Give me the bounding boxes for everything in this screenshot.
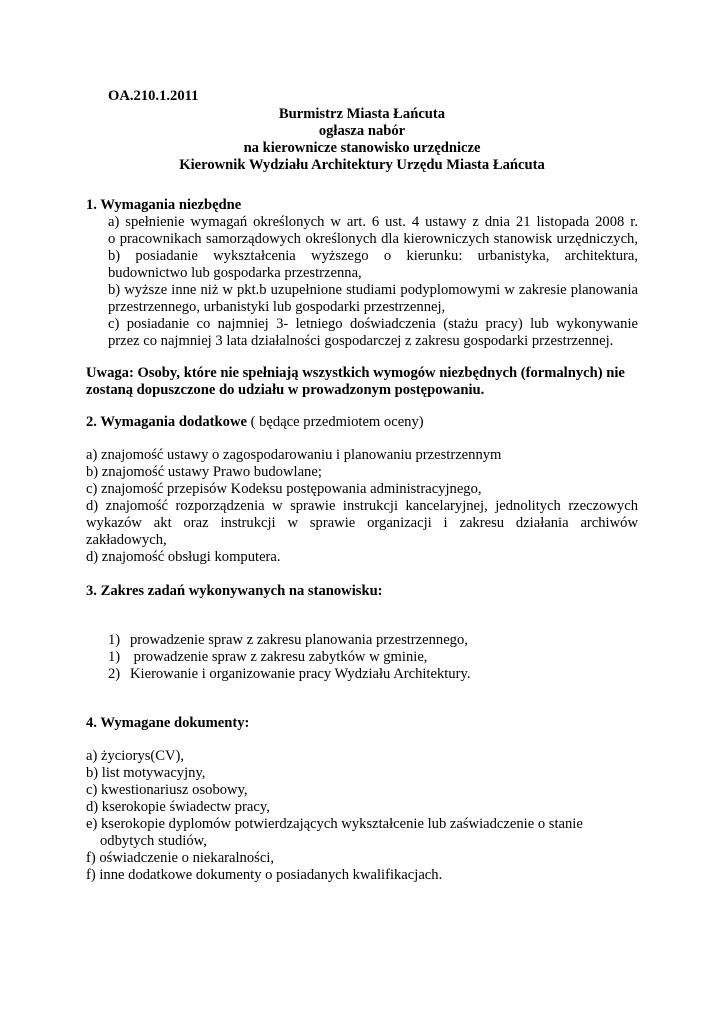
header-position-type: na kierownicze stanowisko urzędnicze <box>243 140 481 156</box>
section1-line: b) wyższe inne niż w pkt.b uzupełnione studiami podyplomowymi w zakresie planowania <box>108 282 638 298</box>
section2-heading <box>86 414 638 431</box>
list-item-number: 1) <box>108 632 121 648</box>
document-item: b) list motywacyjny, <box>86 765 206 781</box>
list-item-number: 1) <box>108 649 121 665</box>
section2-line: wykazów akt oraz instrukcji w sprawie organizacji i zakresu działania archiwów <box>86 515 638 531</box>
list-item <box>108 649 638 666</box>
section2-body <box>86 447 638 566</box>
document-item: a) życiorys(CV), <box>86 748 185 764</box>
list-item-number: 2) <box>108 666 121 682</box>
document-page <box>86 88 638 884</box>
document-item: c) kwestionariusz osobowy, <box>86 782 248 798</box>
list-item <box>108 666 638 683</box>
header-announcement: ogłasza nabór <box>318 123 406 139</box>
section4-body <box>86 748 638 884</box>
warning-note <box>86 365 638 399</box>
list-item-text: Kierowanie i organizowanie pracy Wydziału Architektury. <box>130 666 471 682</box>
section1-line: przestrzennego, urbanistyki lub gospodarki przestrzennej, <box>108 299 446 315</box>
section2-line: c) znajomość przepisów Kodeksu postępowania administracyjnego, <box>86 481 482 497</box>
section1-title: 1. Wymagania niezbędne <box>86 197 242 213</box>
section2-line: b) znajomość ustawy Prawo budowlane; <box>86 464 322 480</box>
section2-subtitle: ( będące przedmiotem oceny) <box>246 414 424 430</box>
section1-line: a) spełnienie wymagań określonych w art. 6 ust. 4 ustawy z dnia 21 listopada 2008 r. <box>108 214 638 230</box>
document-item: f) inne dodatkowe dokumenty o posiadanych kwalifikacjach. <box>86 867 443 883</box>
section2-line: a) znajomość ustawy o zagospodarowaniu i planowaniu przestrzennym <box>86 447 502 463</box>
section1-line: c) posiadanie co najmniej 3- letniego doświadczenia (stażu pracy) lub wykonywanie <box>108 316 638 332</box>
section1-body <box>108 214 638 350</box>
document-item: f) oświadczenie o niekaralności, <box>86 850 275 866</box>
list-item-text: prowadzenie spraw z zakresu planowania przestrzennego, <box>130 632 468 648</box>
section2-line: d) znajomość obsługi komputera. <box>86 549 281 565</box>
section1-line: budownictwo lub gospodarka przestrzenna, <box>108 265 362 281</box>
document-item: d) kserokopie świadectw pracy, <box>86 799 270 815</box>
warning-line: zostaną dopuszczone do udziału w prowadzonym postępowaniu. <box>86 382 485 398</box>
list-item-text: prowadzenie spraw z zakresu zabytków w gminie, <box>130 649 428 665</box>
section2-title: 2. Wymagania dodatkowe <box>86 414 247 430</box>
document-item-continuation: odbytych studiów, <box>100 833 207 849</box>
header-issuer: Burmistrz Miasta Łańcuta <box>278 106 446 122</box>
section1-line: przez co najmniej 3 lata działalności gospodarczej z zakresu gospodarki przestrzennej. <box>108 333 614 349</box>
section3-list <box>108 632 638 683</box>
warning-line: Uwaga: Osoby, które nie spełniają wszystkich wymogów niezbędnych (formalnych) nie <box>86 365 625 381</box>
section1-line: o pracownikach samorządowych określonych dla kierowniczych stanowisk urzędniczych, <box>108 231 638 247</box>
section4-title: 4. Wymagane dokumenty: <box>86 715 250 731</box>
section2-line: d) znajomość rozporządzenia w sprawie instrukcji kancelaryjnej, jednolitych rzeczowych <box>86 498 638 514</box>
document-item: e) kserokopie dyplomów potwierdzających wykształcenie lub zaświadczenie o stanie <box>86 816 583 832</box>
reference-number: OA.210.1.2011 <box>108 88 199 104</box>
section2-line: zakładowych, <box>86 532 167 548</box>
section3-title: 3. Zakres zadań wykonywanych na stanowisku: <box>86 583 383 599</box>
header-position-title: Kierownik Wydziału Architektury Urzędu Miasta Łańcuta <box>179 157 545 173</box>
section1-line: b) posiadanie wykształcenia wyższego o kierunku: urbanistyka, architektura, <box>108 248 638 264</box>
list-item <box>108 632 638 649</box>
